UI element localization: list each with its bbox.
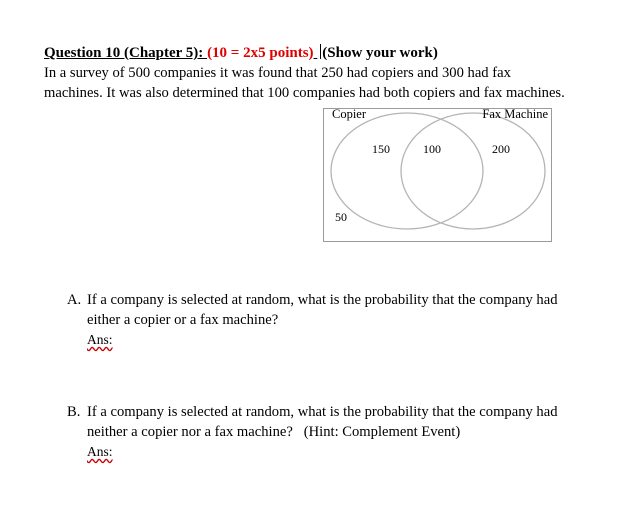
part-b-answer-label[interactable]: Ans: [87,444,113,459]
part-a-line-2: either a copier or a fax machine? [87,312,279,328]
neither-value: 50 [335,210,347,224]
part-b-line-1: If a company is selected at random, what is the probability that the company had [87,404,558,420]
venn-diagram [323,108,552,242]
question-title [44,44,438,62]
copier-only-value: 150 [372,142,390,156]
instruction-label: (Show your work) [322,45,438,61]
points-label: (10 = 2x5 points) [207,45,314,61]
problem-line-1: In a survey of 500 companies it was found that 250 had copiers and 300 had fax [44,65,511,81]
part-b-line-2: neither a copier nor a fax machine? (Hint: Complement Event) [87,424,461,440]
fax-only-value: 200 [492,142,510,156]
part-a-line-1: If a company is selected at random, what is the probability that the company had [87,292,558,308]
part-a-letter: A. [67,292,82,308]
fax-machine-label: Fax Machine [482,107,548,121]
question-heading: Question 10 (Chapter 5): [44,45,204,61]
text-cursor [320,44,321,59]
venn-circles [323,108,552,242]
problem-line-2: machines. It was also determined that 100 companies had both copiers and fax machines. [44,85,565,101]
fax-circle [401,113,545,229]
part-a-answer-label[interactable]: Ans: [87,332,113,347]
both-value: 100 [423,142,441,156]
copier-circle [331,113,483,229]
copier-label: Copier [332,107,367,121]
part-b-letter: B. [67,404,81,420]
